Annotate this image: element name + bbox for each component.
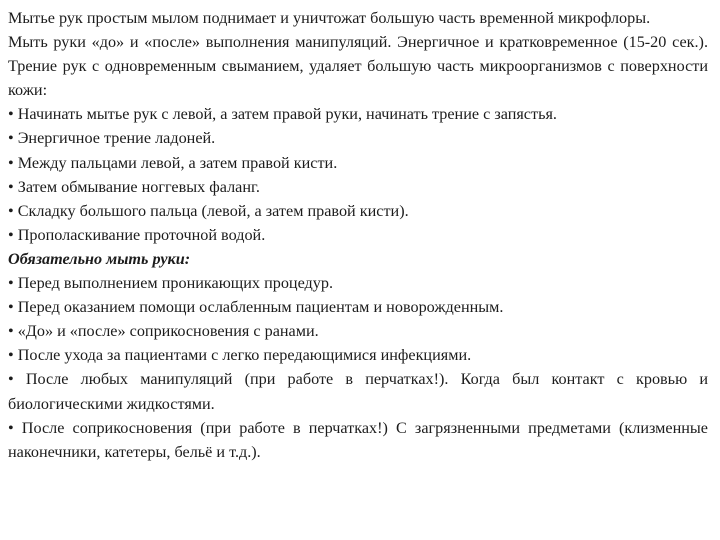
technique-item: • Энергичное трение ладоней. — [8, 129, 216, 148]
must-wash-heading: Обязательно мыть руки: — [8, 249, 191, 268]
must-item: • Перед выполнением проникающих процедур. — [8, 274, 334, 293]
technique-item: • Между пальцами левой, а затем правой кисти. — [8, 153, 338, 172]
must-item: • После соприкосновения (при работе в перчатках!) С загрязненными предметами (клизменные наконечники, катетеры, бельё и т.д.). — [8, 418, 708, 461]
technique-item: • Складку большого пальца (левой, а затем правой кисти). — [8, 201, 409, 220]
intro-paragraph-soap: Мытье рук простым мылом поднимает и уничтожат большую часть временной микрофлоры. — [8, 9, 651, 27]
must-item: • «До» и «после» соприкосновения с ранами. — [8, 322, 319, 341]
must-item: • После любых манипуляций (при работе в перчатках!). Когда был контакт с кровью и биологическими жидкостями. — [8, 370, 708, 413]
must-item: • Перед оказанием помощи ослабленным пациентам и новорожденным. — [8, 298, 504, 317]
technique-item: • Начинать мытье рук с левой, а затем правой руки, начинать трение с запястья. — [8, 105, 557, 124]
must-item: • После ухода за пациентами с легко передающимися инфекциями. — [8, 346, 472, 365]
intro-paragraph-technique: Мыть руки «до» и «после» выполнения манипуляций. Энергичное и кратковременное (15-20 сек.). Трение рук с одновременным свыманием, удаляет большую часть микроорганизмов с поверхности кожи: — [8, 33, 708, 100]
slide-text-block — [8, 6, 708, 464]
technique-item: • Прополаскивание проточной водой. — [8, 225, 266, 244]
technique-item: • Затем обмывание ноггевых фаланг. — [8, 177, 260, 196]
